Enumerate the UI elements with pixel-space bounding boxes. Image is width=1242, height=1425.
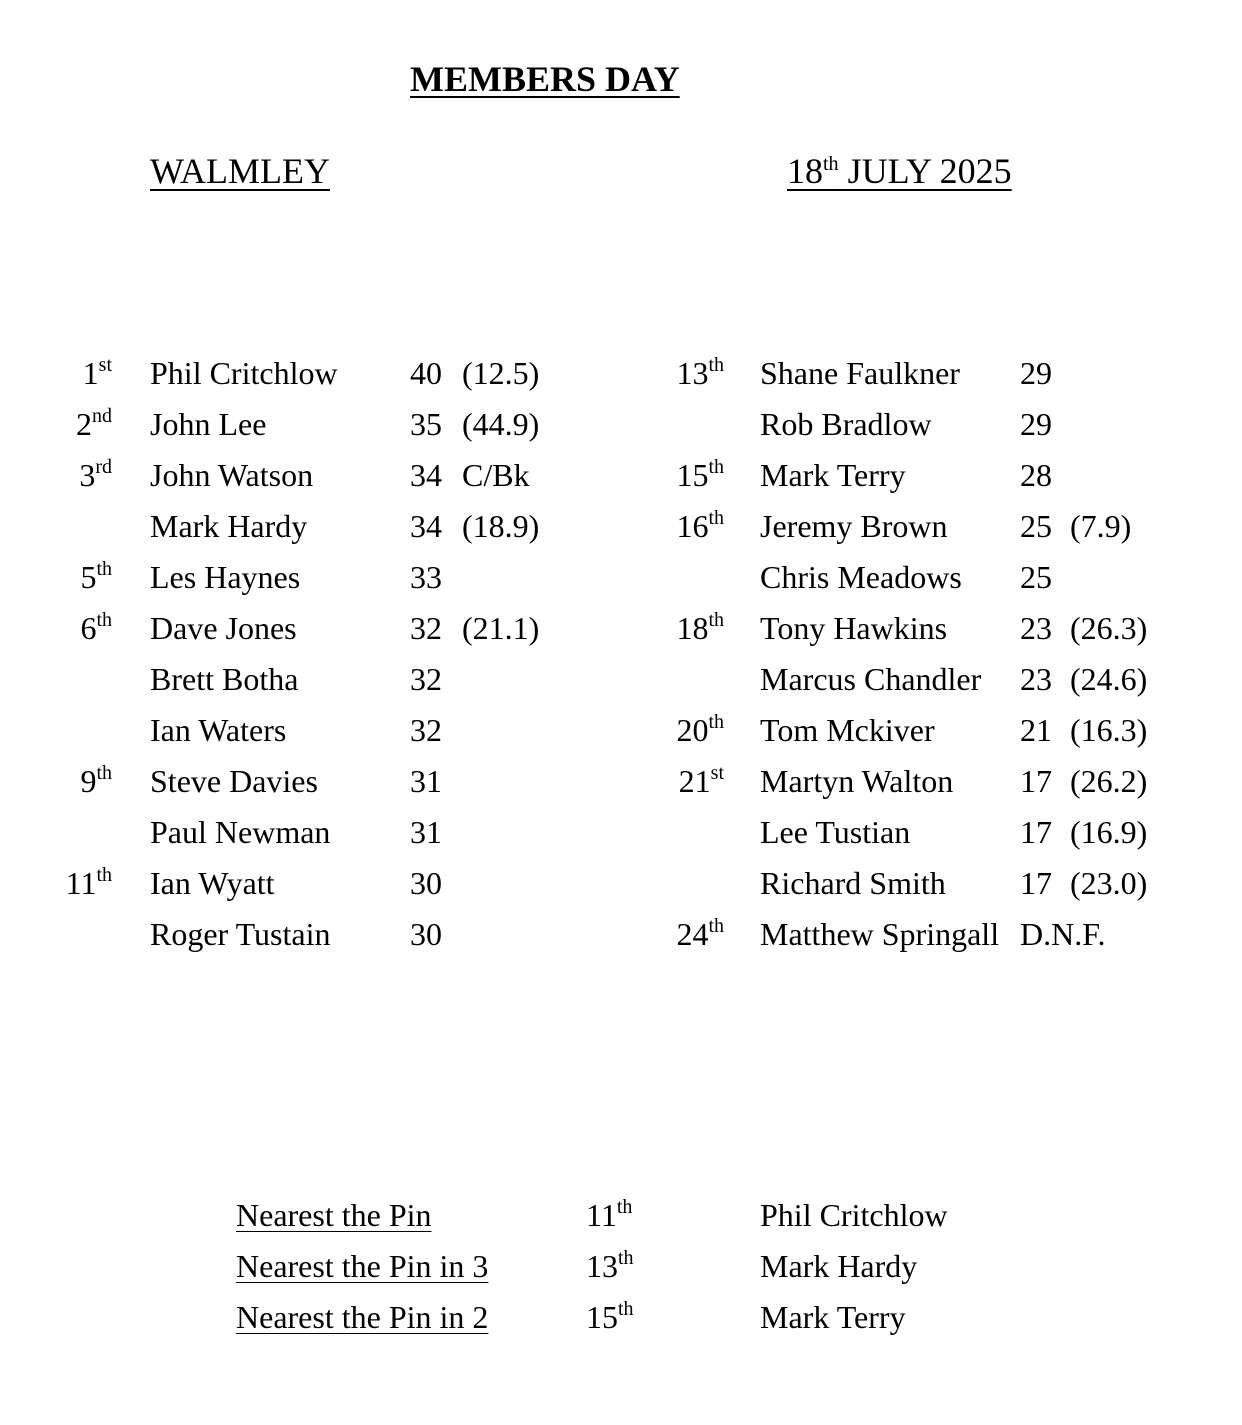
left-name: Brett Botha (150, 661, 299, 697)
right-position (676, 501, 724, 557)
prize-hole-suffix: th (618, 1298, 634, 1320)
right-position-number: 13 (676, 355, 709, 391)
right-score: 17 (1020, 763, 1052, 799)
prizes-list (0, 1190, 1242, 1343)
right-position (676, 909, 724, 965)
prize-winner: Phil Critchlow (760, 1197, 948, 1233)
right-extra: (7.9) (1070, 508, 1132, 544)
left-score: 32 (410, 661, 442, 697)
right-position-suffix: th (708, 915, 724, 937)
prize-winner: Mark Hardy (760, 1248, 918, 1284)
right-name: Chris Meadows (760, 559, 962, 595)
left-position-suffix: rd (95, 456, 112, 478)
left-position-number: 2 (76, 406, 92, 442)
left-name: Roger Tustain (150, 916, 331, 952)
right-score: 17 (1020, 865, 1052, 901)
table-row (0, 552, 1242, 603)
left-extra: (18.9) (462, 508, 540, 544)
left-score: 30 (410, 916, 442, 952)
right-score: 23 (1020, 661, 1052, 697)
right-name: Lee Tustian (760, 814, 911, 850)
right-position-number: 20 (676, 712, 709, 748)
left-position (80, 552, 112, 608)
right-name: Marcus Chandler (760, 661, 982, 697)
left-position-suffix: th (96, 762, 112, 784)
right-position (676, 705, 724, 761)
right-score: 25 (1020, 508, 1052, 544)
prize-hole-suffix: th (618, 1247, 634, 1269)
prize-winner: Mark Terry (760, 1299, 906, 1335)
right-name: Mark Terry (760, 457, 906, 493)
right-score: 23 (1020, 610, 1052, 646)
right-position-suffix: th (708, 456, 724, 478)
event-date (787, 150, 1012, 192)
right-name: Shane Faulkner (760, 355, 960, 391)
prize-hole-number: 11 (586, 1197, 617, 1233)
left-position (80, 756, 112, 812)
left-score: 32 (410, 712, 442, 748)
prize-hole-number: 13 (586, 1248, 618, 1284)
left-extra: (12.5) (462, 355, 540, 391)
right-position (676, 603, 724, 659)
prize-hole (586, 1292, 634, 1348)
right-score: 29 (1020, 406, 1052, 442)
right-position-suffix: th (708, 711, 724, 733)
right-score: 28 (1020, 457, 1052, 493)
right-position (676, 450, 724, 506)
results-table (0, 348, 1242, 960)
right-name: Tony Hawkins (760, 610, 948, 646)
right-position (676, 348, 724, 404)
table-row (0, 909, 1242, 960)
left-score: 40 (410, 355, 442, 391)
left-position-suffix: th (96, 558, 112, 580)
left-score: 30 (410, 865, 442, 901)
right-name: Martyn Walton (760, 763, 954, 799)
right-extra: (23.0) (1070, 865, 1148, 901)
right-extra: (26.2) (1070, 763, 1148, 799)
left-position-suffix: th (96, 864, 112, 886)
right-score: 17 (1020, 814, 1052, 850)
right-extra: (16.3) (1070, 712, 1148, 748)
left-score: 32 (410, 610, 442, 646)
left-position-number: 5 (80, 559, 97, 595)
prize-hole (586, 1190, 632, 1246)
right-position-suffix: th (708, 354, 724, 376)
left-position-number: 1 (82, 355, 99, 391)
right-score: 21 (1020, 712, 1052, 748)
left-name: Mark Hardy (150, 508, 308, 544)
right-name: Jeremy Brown (760, 508, 948, 544)
left-position-suffix: nd (92, 405, 112, 427)
left-name: Ian Waters (150, 712, 287, 748)
table-row (0, 450, 1242, 501)
right-position-number: 18 (676, 610, 709, 646)
table-row (0, 705, 1242, 756)
right-extra: (26.3) (1070, 610, 1148, 646)
right-score: 29 (1020, 355, 1052, 391)
right-extra: (16.9) (1070, 814, 1148, 850)
table-row (0, 858, 1242, 909)
right-position-number: 24 (676, 916, 709, 952)
right-name: Tom Mckiver (760, 712, 935, 748)
date-suffix: th (823, 153, 839, 175)
table-row (0, 807, 1242, 858)
left-name: John Lee (150, 406, 267, 442)
left-name: Dave Jones (150, 610, 297, 646)
left-position-suffix: th (96, 609, 112, 631)
left-position (80, 603, 112, 659)
left-position-number: 6 (80, 610, 97, 646)
table-row (0, 348, 1242, 399)
right-position-suffix: st (710, 762, 724, 784)
left-position (66, 858, 112, 914)
right-name: Matthew Springall (760, 916, 1000, 952)
right-position (679, 756, 724, 812)
right-position-suffix: th (708, 507, 724, 529)
prize-label: Nearest the Pin (236, 1197, 432, 1233)
right-name: Rob Bradlow (760, 406, 932, 442)
left-position-number: 9 (80, 763, 97, 799)
right-position-number: 15 (676, 457, 709, 493)
prize-label: Nearest the Pin in 3 (236, 1248, 489, 1284)
left-position (76, 399, 112, 455)
venue-name: WALMLEY (150, 151, 330, 191)
left-name: Phil Critchlow (150, 355, 338, 391)
table-row (0, 654, 1242, 705)
prize-hole (586, 1241, 634, 1297)
left-score: 35 (410, 406, 442, 442)
prize-row (0, 1190, 1242, 1241)
left-position-number: 11 (65, 865, 97, 901)
left-name: John Watson (150, 457, 314, 493)
right-score: D.N.F. (1020, 916, 1106, 952)
right-name: Richard Smith (760, 865, 946, 901)
left-score: 31 (410, 763, 442, 799)
left-position (79, 450, 112, 506)
right-score: 25 (1020, 559, 1052, 595)
right-position-number: 21 (678, 763, 711, 799)
left-score: 33 (410, 559, 442, 595)
left-extra: (44.9) (462, 406, 540, 442)
prize-hole-number: 15 (586, 1299, 618, 1335)
left-extra: C/Bk (462, 457, 530, 493)
table-row (0, 399, 1242, 450)
date-day: 18 (787, 151, 823, 191)
page-title: MEMBERS DAY (410, 59, 680, 99)
prize-hole-suffix: th (616, 1196, 633, 1218)
left-score: 34 (410, 457, 442, 493)
left-position-suffix: st (98, 354, 112, 376)
prize-row (0, 1241, 1242, 1292)
right-position-number: 16 (676, 508, 709, 544)
table-row (0, 603, 1242, 654)
left-score: 31 (410, 814, 442, 850)
left-name: Les Haynes (150, 559, 301, 595)
left-name: Paul Newman (150, 814, 331, 850)
left-name: Steve Davies (150, 763, 318, 799)
left-extra: (21.1) (462, 610, 540, 646)
right-extra: (24.6) (1070, 661, 1148, 697)
right-position-suffix: th (708, 609, 724, 631)
date-rest: JULY 2025 (838, 151, 1012, 191)
left-position (83, 348, 112, 404)
prize-label: Nearest the Pin in 2 (236, 1299, 489, 1335)
left-score: 34 (410, 508, 442, 544)
prize-row (0, 1292, 1242, 1343)
table-row (0, 501, 1242, 552)
left-position-number: 3 (79, 457, 96, 493)
table-row (0, 756, 1242, 807)
left-name: Ian Wyatt (150, 865, 275, 901)
